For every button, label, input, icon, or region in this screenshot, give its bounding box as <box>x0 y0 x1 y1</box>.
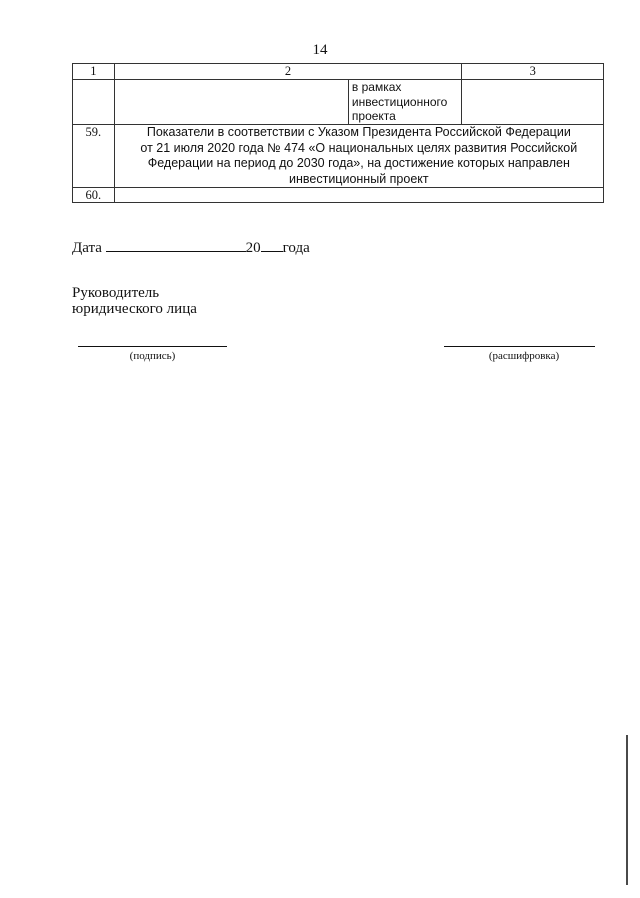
scan-edge-mark <box>626 735 628 885</box>
decoding-line[interactable] <box>444 346 595 347</box>
table-row-59 <box>73 125 604 188</box>
row-59-text-line: Федерации на период до 2030 года», на достижение которых направлен <box>147 156 570 170</box>
continued-text-line: инвестиционного <box>351 94 448 109</box>
head-title-line: юридического лица <box>72 301 197 317</box>
date-label: Дата <box>72 240 102 256</box>
row-59-number: 59. <box>73 125 115 188</box>
head-title-line: Руководитель <box>72 285 160 301</box>
table-header-row <box>73 64 604 80</box>
indicators-table <box>72 63 604 203</box>
continued-number-cell <box>73 80 115 125</box>
header-cell-1: 1 <box>73 64 115 80</box>
date-line <box>72 236 310 257</box>
page-number: 14 <box>312 42 328 58</box>
date-year-blank[interactable] <box>261 236 283 252</box>
table-row-continued <box>73 80 604 125</box>
header-cell-3: 3 <box>462 64 604 80</box>
continued-value-cell <box>462 80 604 125</box>
row-60-text-cell <box>114 188 603 203</box>
row-59-text-cell <box>114 125 603 188</box>
row-59-text-line: инвестиционный проект <box>289 171 429 186</box>
signature-caption: (подпись) <box>129 350 176 362</box>
head-title <box>72 285 197 317</box>
continued-text-line: в рамках <box>351 80 402 94</box>
date-day-month-blank[interactable] <box>106 236 246 252</box>
table-row-60 <box>73 188 604 203</box>
continued-text-line: проекта <box>351 109 396 123</box>
row-59-text-line: от 21 июля 2020 года № 474 «О национальных целях развития Российской <box>140 140 578 155</box>
date-year-prefix: 20 <box>245 240 261 256</box>
signature-line[interactable] <box>78 346 227 347</box>
date-suffix: года <box>282 240 310 256</box>
continued-text-cell <box>348 80 461 125</box>
header-cell-2: 2 <box>114 64 462 80</box>
row-60-number: 60. <box>73 188 115 203</box>
continued-empty-cell <box>114 80 348 125</box>
decoding-caption: (расшифровка) <box>488 350 560 362</box>
row-59-text-line: Показатели в соответствии с Указом Президента Российской Федерации <box>146 125 571 139</box>
